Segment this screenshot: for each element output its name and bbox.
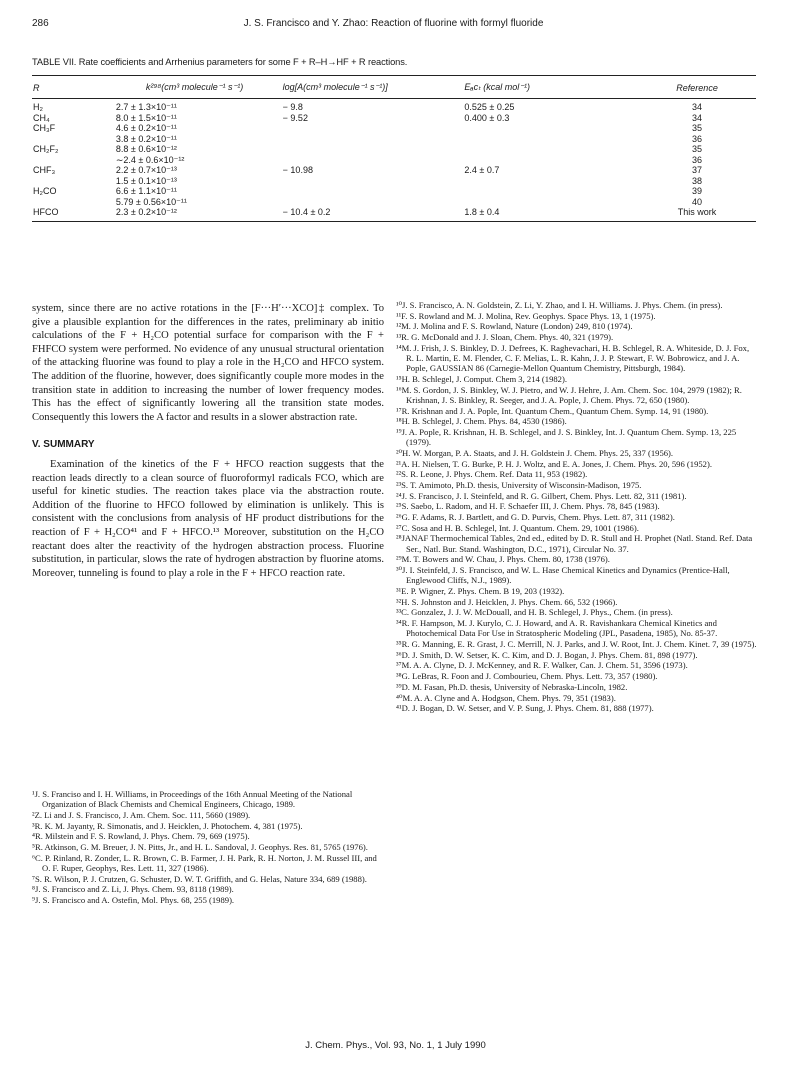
cell-loga: − 10.4 ± 0.2 bbox=[282, 207, 331, 217]
reference-entry: ³⁶D. J. Smith, D. W. Setser, K. C. Kim, and D. J. Bogan, J. Phys. Chem. 81, 898 (1977). bbox=[396, 649, 698, 660]
reference-entry: ²⁰H. W. Morgan, P. A. Staats, and J. H. Goldstein J. Chem. Phys. 25, 337 (1956). bbox=[396, 447, 674, 458]
reference-entry: ³⁰J. I. Steinfeld, J. S. Francisco, and W. L. Hase Chemical Kinetics and Dynamics (Prentice-Hall, Englewood Cliffs, N.J., 1989). bbox=[396, 565, 730, 586]
reference-entry: ⁷S. R. Wilson, P. J. Crutzen, G. Schuster, D. W. T. Griffith, and G. Helas, Nature 334, 689 (1988). bbox=[32, 873, 367, 884]
body-left-column bbox=[32, 302, 384, 580]
table-row bbox=[32, 186, 756, 207]
cell-r: HFCO bbox=[33, 207, 59, 217]
reference-entry: ³²H. S. Johnston and J. Heicklen, J. Phys. Chem. 66, 532 (1966). bbox=[396, 596, 618, 607]
reference-entry: ³⁵R. G. Manning, E. R. Grast, J. C. Merrill, N. J. Parks, and J. W. Root, Int. J. Chem. Kinet. 7, 39 (1975). bbox=[396, 639, 757, 649]
cell-r: H₂ bbox=[33, 102, 43, 112]
cell-eact bbox=[464, 123, 638, 144]
table-body bbox=[32, 99, 756, 222]
table-row bbox=[32, 102, 756, 113]
col-header-r: R bbox=[33, 82, 40, 93]
reference-entry: ³R. K. M. Jayanty, R. Simonatis, and J. Heicklen, J. Photochem. 4, 381 (1975). bbox=[32, 820, 303, 831]
reference-entry: ¹²M. J. Molina and F. S. Rowland, Nature (London) 249, 810 (1974). bbox=[396, 321, 633, 332]
reference-entry: ⁴⁰M. A. A. Clyne and A. Hodgson, Chem. Phys. 79, 351 (1983). bbox=[396, 692, 616, 703]
table-header-row bbox=[32, 76, 756, 99]
cell-eact bbox=[464, 186, 638, 207]
cell-reference: 34 bbox=[692, 112, 703, 123]
reference-entry: ²⁴J. S. Francisco, J. I. Steinfeld, and R. G. Gilbert, Chem. Phys. Lett. 82, 311 (1981). bbox=[396, 490, 687, 501]
paragraph: Examination of the kinetics of the F + HFCO reaction suggests that the reaction leads directly to a clean source of fluoroformyl radicals FCO, which are useful for kinetic studies. The reaction takes place via the abstraction route. Addition of the fluorine to HFCO followed by elimination is unlikely. This is consistent with the conclusions from analysis of HF product distributions for the reaction of F + H₂CO⁴¹ and F + HFCO.¹³ Moreover, substitution on the H₂CO reactant does alter the reactivity of the hydrogen abstraction process. Fluorine substitution, in particular, slows the rate of hydrogen abstraction by fluorine atoms. Moreover, tunneling is found to play a role in the F + HFCO reaction rate. bbox=[32, 458, 384, 579]
cell-reference: This work bbox=[677, 207, 717, 217]
reference-entry: ⁹J. S. Francisco and A. Ostefin, Mol. Phys. 68, 255 (1989). bbox=[32, 895, 235, 906]
table-row bbox=[32, 144, 756, 165]
references-right bbox=[396, 300, 758, 714]
reference-entry: ²Z. Li and J. S. Francisco, J. Am. Chem. Soc. 111, 5660 (1989). bbox=[32, 809, 251, 820]
reference-entry: ¹⁹J. A. Pople, R. Krishnan, H. B. Schlegel, and J. S. Binkley, Int. J. Quantum Chem. Symp. 13, 225 (1979). bbox=[396, 426, 737, 448]
cell-k298: 4.6 ± 0.2×10⁻¹¹ 3.8 ± 0.2×10⁻¹¹ bbox=[115, 123, 177, 144]
reference-entry: ²⁷C. Sosa and H. B. Schlegel, Int. J. Quantum. Chem. 29, 1001 (1986). bbox=[396, 522, 639, 533]
table-row bbox=[32, 123, 756, 144]
reference-entry: ²⁹M. T. Bowers and W. Chau, J. Phys. Chem. 80, 1738 (1976). bbox=[396, 554, 610, 565]
journal-footer: J. Chem. Phys., Vol. 93, No. 1, 1 July 1990 bbox=[305, 1040, 486, 1051]
page-number: 286 bbox=[32, 18, 49, 29]
reference-entry: ²⁸JANAF Thermochemical Tables, 2nd ed., edited by D. R. Stull and H. Prophet (Natl. Stand. Ref. Data Ser., Natl. Bur. Stand. Washington, D.C., 1971), Circular No. 37. bbox=[396, 533, 753, 554]
cell-reference: 34 bbox=[692, 102, 703, 112]
cell-r: CH₄ bbox=[33, 112, 50, 123]
reference-entry: ⁵R. Atkinson, G. M. Breuer, J. N. Pitts, Jr., and H. L. Sandoval, J. Geophys. Res. 81, 5765 (1976). bbox=[32, 842, 368, 853]
reference-entry: ¹J. S. Franciso and I. H. Williams, in Proceedings of the 16th Annual Meeting of the National Organization of Black Chemists and Chemical Engineers, Chicago, 1989. bbox=[32, 789, 353, 810]
table-row bbox=[32, 113, 756, 124]
cell-eact bbox=[464, 144, 638, 165]
cell-reference: 35 36 bbox=[692, 123, 703, 144]
reference-entry: ³⁹D. M. Fasan, Ph.D. thesis, University of Nebraska-Lincoln, 1982. bbox=[396, 681, 628, 692]
cell-k298: 2.2 ± 0.7×10⁻¹³ 1.5 ± 0.1×10⁻¹³ bbox=[115, 165, 177, 186]
cell-r: CHF₃ bbox=[33, 165, 56, 175]
running-header bbox=[32, 18, 755, 32]
cell-k298: 2.7 ± 1.3×10⁻¹¹ bbox=[115, 102, 177, 112]
rate-coefficients-table bbox=[32, 75, 756, 222]
reference-entry: ¹³R. G. McDonald and J. J. Sloan, Chem. Phys. 40, 321 (1979). bbox=[396, 332, 614, 343]
cell-eact: 2.4 ± 0.7 bbox=[464, 165, 500, 175]
cell-k298: 2.3 ± 0.2×10⁻¹² bbox=[115, 207, 177, 217]
reference-entry: ³⁷M. A. A. Clyne, D. J. McKenney, and R. F. Walker, Can. J. Chem. 51, 3596 (1973). bbox=[396, 660, 688, 671]
cell-r: H₂CO bbox=[33, 186, 57, 196]
reference-entry: ³¹E. P. Wigner, Z. Phys. Chem. B 19, 203 (1932). bbox=[396, 585, 565, 596]
reference-entry: ¹¹F. S. Rowland and M. J. Molina, Rev. Geophys. Space Phys. 13, 1 (1975). bbox=[396, 310, 656, 321]
cell-k298: 8.0 ± 1.5×10⁻¹¹ bbox=[115, 112, 177, 123]
col-header-loga: log[A(cm³ molecule⁻¹ s⁻¹)] bbox=[282, 82, 388, 92]
cell-reference: 37 38 bbox=[692, 165, 703, 186]
reference-entry: ²¹A. H. Nielsen, T. G. Burke, P. H. J. Woltz, and E. A. Jones, J. Chem. Phys. 20, 596 (1952). bbox=[396, 458, 712, 469]
reference-entry: ²³S. T. Amimoto, Ph.D. thesis, University of Wisconsin-Madison, 1975. bbox=[396, 479, 642, 490]
reference-entry: ¹⁴M. J. Frish, J. S. Binkley, D. J. Defrees, K. Raghevachari, H. B. Schlegel, R. A. Whiteside, D. J. Fox, R. L. Martin, E. M. Flender, C. F. Melias, L. R. Kahn, J. J. P. Stewart, F. W. Bobrowicz, and J. A. Pople, GAUSSIAN 86 (Carnegie-Mellon Quantum Chemistry, Pittsburgh, 1984). bbox=[396, 342, 750, 374]
cell-k298: 8.8 ± 0.6×10⁻¹² ∼2.4 ± 0.6×10⁻¹² bbox=[115, 144, 185, 165]
reference-entry: ⁸J. S. Francisco and Z. Li, J. Phys. Chem. 93, 8118 (1989). bbox=[32, 884, 234, 895]
col-header-eact: Eₐcₜ (kcal mol⁻¹) bbox=[464, 82, 531, 92]
reference-entry: ¹⁷R. Krishnan and J. A. Pople, Int. Quantum Chem., Quantum Chem. Symp. 14, 91 (1980). bbox=[396, 405, 709, 416]
cell-eact: 1.8 ± 0.4 bbox=[464, 207, 500, 217]
cell-loga: − 9.8 bbox=[282, 102, 303, 112]
cell-eact: 0.525 ± 0.25 bbox=[464, 102, 515, 112]
running-head: J. S. Francisco and Y. Zhao: Reaction of fluorine with formyl fluoride bbox=[243, 18, 544, 29]
table-row bbox=[32, 165, 756, 186]
cell-reference: 39 40 bbox=[692, 186, 703, 207]
table-caption: TABLE VII. Rate coefficients and Arrhenius parameters for some F + R–H→HF + R reactions. bbox=[32, 57, 408, 67]
cell-loga: − 10.98 bbox=[282, 165, 313, 175]
cell-loga bbox=[283, 144, 465, 165]
reference-entry: ⁴¹D. J. Bogan, D. W. Setser, and V. P. Sung, J. Phys. Chem. 81, 888 (1977). bbox=[396, 703, 654, 714]
cell-k298: 6.6 ± 1.1×10⁻¹¹ 5.79 ± 0.56×10⁻¹¹ bbox=[115, 186, 187, 207]
reference-entry: ¹⁵H. B. Schlegel, J. Comput. Chem 3, 214 (1982). bbox=[396, 373, 567, 384]
reference-entry: ³⁴R. F. Hampson, M. J. Kurylo, C. J. Howard, and A. R. Ravishankara Chemical Kinetics and Photochemical Data For Use in Stratospheric Modeling (JPL, Pasadena, 1985), No. 85-37. bbox=[396, 618, 718, 639]
reference-entry: ²⁵S. Saebo, L. Radom, and H. F. Schaefer III, J. Chem. Phys. 78, 845 (1983). bbox=[396, 501, 660, 512]
cell-r: CH₃F bbox=[33, 123, 56, 133]
paragraph: system, since there are no active rotations in the [F···H′···XCO]‡ complex. To give a plausible explantion for the differences in the rates, preliminary ab initio calculations of the F + H₂CO potential surface for comparison with the F + FHFCO system were performed. No evidence of any unusual structural orientation of the attacking fluorine was found to play a role in the H₂CO and HFCO system. The addition of the fluorine, however, does significantly couple more modes in the transition state in addition to increasing the number of lower frequency modes. This has the effect of significantly lowering all the transition state modes. Consequently this lowers the A factor and results in a slower abstraction rate. bbox=[32, 303, 384, 423]
reference-entry: ⁶C. P. Rinland, R. Zonder, L. R. Brown, C. B. Farmer, J. H. Park, R. H. Norton, J. M. Russel III, and O. F. Ruper, Geophys, Res. Lett. 11, 327 (1986). bbox=[32, 852, 377, 873]
col-header-k298: k²⁹⁸(cm³ molecule⁻¹ s⁻¹) bbox=[145, 82, 244, 92]
reference-entry: ¹⁰J. S. Francisco, A. N. Goldstein, Z. Li, Y. Zhao, and I. H. Williams. J. Phys. Chem. (in press). bbox=[396, 300, 723, 310]
cell-eact: 0.400 ± 0.3 bbox=[464, 112, 510, 123]
reference-entry: ²²S. R. Leone, J. Phys. Chem. Ref. Data 11, 953 (1982). bbox=[396, 469, 588, 480]
reference-entry: ¹⁸H. B. Schlegel, J. Chem. Phys. 84, 4530 (1986). bbox=[396, 416, 567, 427]
cell-loga: − 9.52 bbox=[282, 112, 308, 123]
reference-entry: ³⁸G. LeBras, R. Foon and J. Combourieu, Chem. Phys. Lett. 73, 357 (1980). bbox=[396, 671, 658, 682]
reference-entry: ³³C. Gonzalez, J. J. W. McDouall, and H. B. Schlegel, J. Phys., Chem. (in press). bbox=[396, 607, 673, 618]
table-row bbox=[32, 207, 756, 218]
col-header-reference: Reference bbox=[676, 82, 718, 93]
cell-loga bbox=[283, 186, 465, 207]
reference-entry: ⁴R. Milstein and F. S. Rowland, J. Phys. Chem. 79, 669 (1975). bbox=[32, 831, 250, 842]
cell-reference: 35 36 bbox=[692, 144, 703, 165]
section-title: V. SUMMARY bbox=[32, 439, 95, 451]
reference-entry: ¹⁶M. S. Gordon, J. S. Binkley, W. J. Pietro, and W. J. Hehre, J. Am. Chem. Soc. 104, 2979 (1982); R. Krishnan, J. S. Binkley, R. Seeger, and J. A. Pople, J. Chem. Phys. 72, 650 (1980). bbox=[396, 384, 742, 405]
cell-loga bbox=[283, 123, 465, 144]
references-left bbox=[32, 789, 384, 906]
cell-r: CH₂F₂ bbox=[33, 144, 59, 154]
reference-entry: ²⁶G. F. Adams, R. J. Bartlett, and G. D. Purvis, Chem. Phys. Lett. 87, 311 (1982). bbox=[396, 512, 675, 523]
